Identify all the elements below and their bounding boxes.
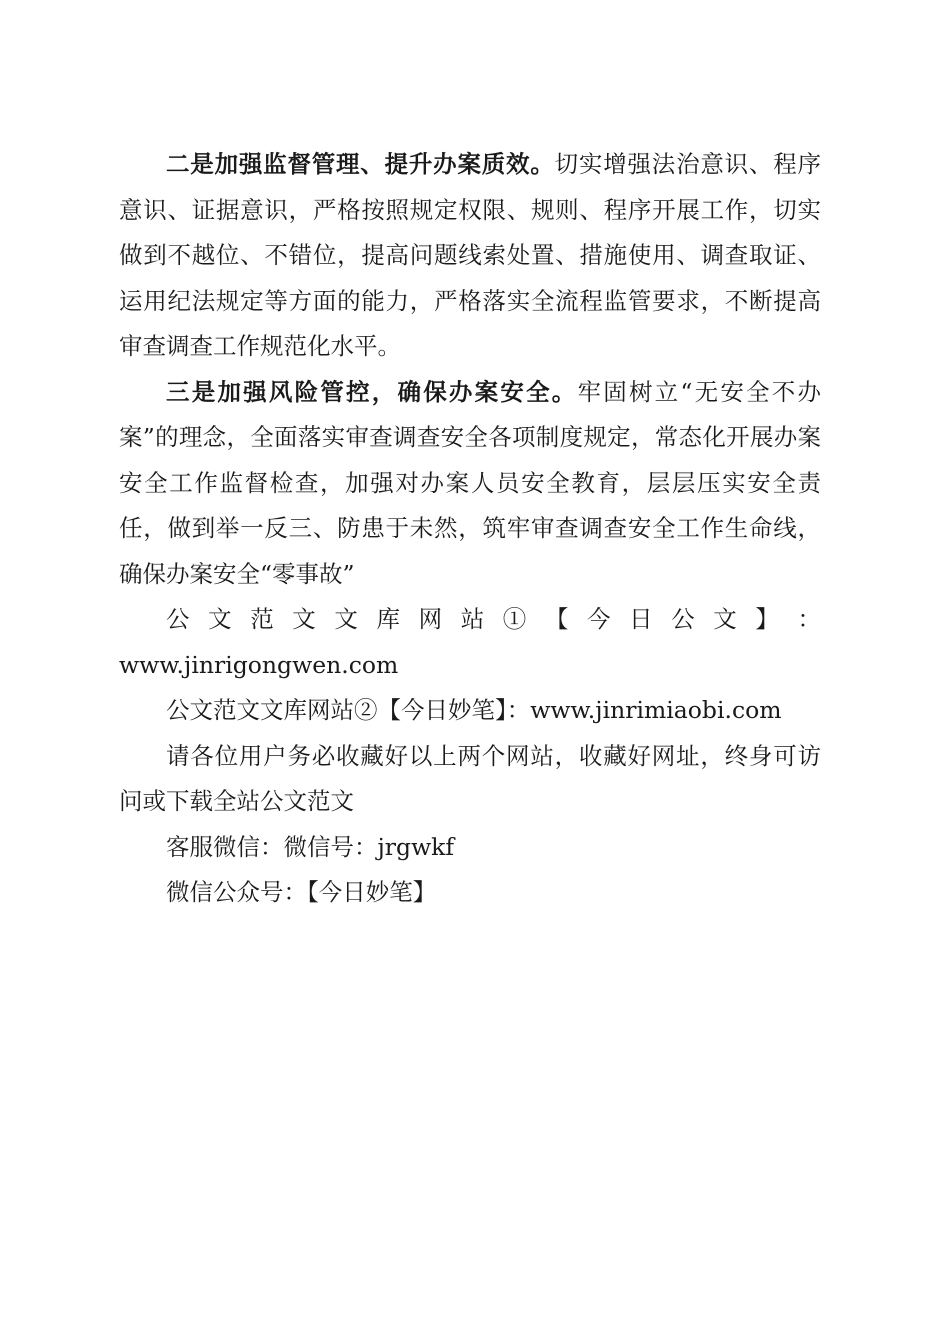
site1-url: www.jinrigongwen.com — [119, 650, 399, 679]
wechat-official-text: 微信公众号：【今日妙笔】 — [166, 878, 437, 906]
paragraph-supervision — [119, 142, 821, 370]
paragraph-risk-control — [119, 370, 821, 598]
footer-site2 — [119, 688, 821, 734]
site2-text: 公文范文文库网站②【今日妙笔】：www.jinrimiaobi.com — [166, 696, 782, 724]
notice-text: 请各位用户务必收藏好以上两个网站，收藏好网址，终身可访问或下载全站公文范文 — [119, 741, 821, 815]
document-body — [119, 142, 821, 916]
paragraph-text: 牢固树立“无安全不办案”的理念，全面落实审查调查安全各项制度规定，常态化开展办案安全工作监督检查，加强对办案人员安全教育，层层压实安全责任，做到举一反三、防患于未然，筑牢审查调查安全工作生命线，确保办案安全“零事故” — [119, 377, 822, 588]
paragraph-lead: 二是加强监督管理、提升办案质效。 — [166, 150, 555, 178]
footer-notice — [119, 734, 821, 825]
paragraph-lead: 三是加强风险管控，确保办案安全。 — [166, 377, 578, 406]
footer-wechat-service — [119, 825, 821, 871]
footer-site1 — [119, 597, 821, 643]
footer-site1-url-line — [119, 643, 821, 689]
site1-label: 公 文 范 文 文 库 网 站 ① 【 今 日 公 文 】 ： — [166, 605, 821, 633]
footer-wechat-official — [119, 870, 821, 916]
wechat-service-text: 客服微信：微信号：jrgwkf — [166, 832, 455, 861]
paragraph-text: 切实增强法治意识、程序意识、证据意识，严格按照规定权限、规则、程序开展工作，切实做到不越位、不错位，提高问题线索处置、措施使用、调查取证、运用纪法规定等方面的能力，严格落实全流程监管要求，不断提高审查调查工作规范化水平。 — [119, 150, 822, 360]
